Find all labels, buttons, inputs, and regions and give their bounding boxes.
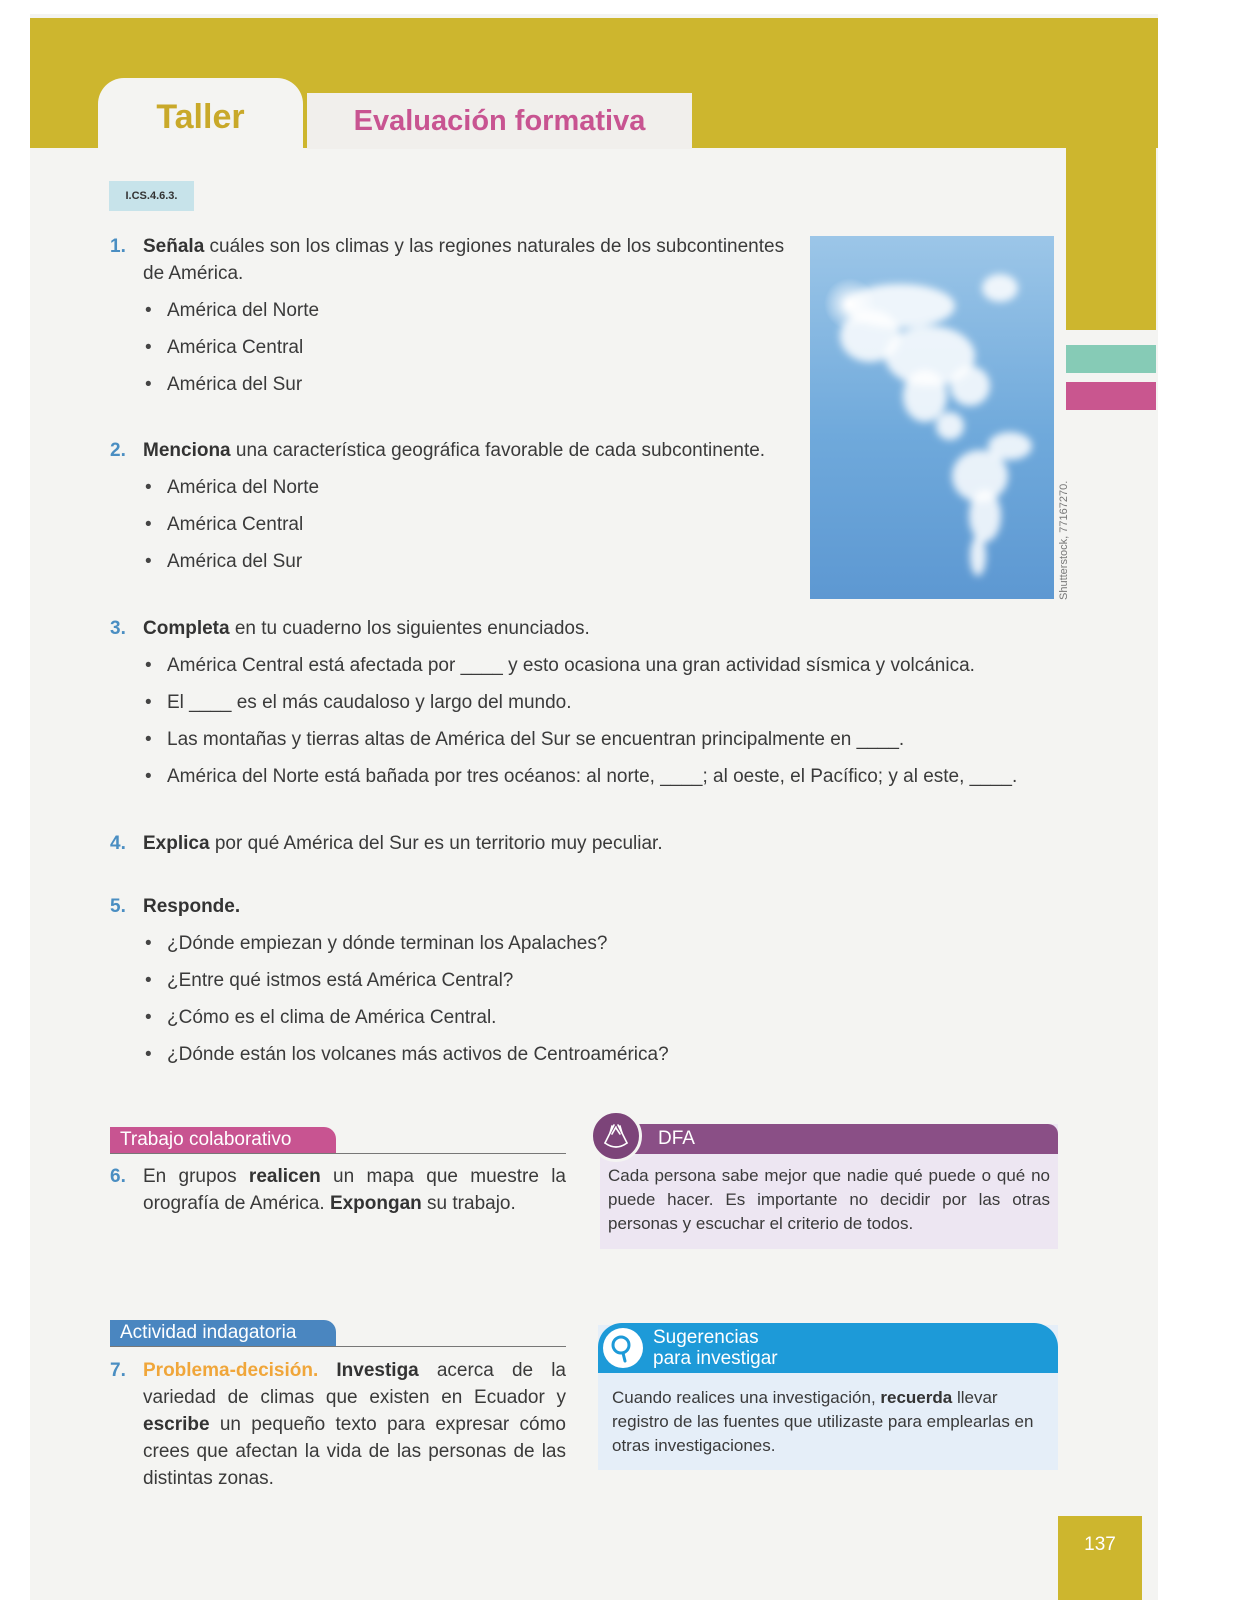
question-text: un pequeño texto para expresar cómo crees que afectan la vida de las personas de las distintas zonas. [143, 1414, 566, 1489]
question-6 [110, 1163, 566, 1217]
list-item: • ¿Cómo es el clima de América Central. [143, 1004, 943, 1031]
question-text: En grupos [143, 1166, 249, 1187]
divider [110, 1346, 566, 1347]
tab-evaluacion-formativa: Evaluación formativa [307, 93, 692, 149]
question-1 [110, 233, 793, 398]
page-number: 137 [1058, 1516, 1142, 1600]
question-verb: Expongan [329, 1193, 422, 1214]
bullet-list [143, 474, 793, 575]
trabajo-colaborativo-header: Trabajo colaborativo [110, 1127, 336, 1153]
question-number: 2. [110, 440, 126, 461]
question-number: 7. [110, 1360, 126, 1381]
list-item: • El ____ es el más caudaloso y largo del mundo. [143, 689, 1043, 716]
list-item: • América del Norte está bañada por tres océanos: al norte, ____; al oeste, el Pacífico; y al este, ____. [143, 763, 1043, 790]
sugerencias-text [612, 1386, 1048, 1458]
question-3 [110, 615, 1043, 790]
clouds-america-photo [810, 236, 1054, 599]
question-number: 6. [110, 1166, 126, 1187]
question-text: en tu cuaderno los siguientes enunciados. [229, 618, 590, 639]
list-item: • América del Norte [143, 474, 793, 501]
divider [110, 1153, 566, 1154]
question-text: su trabajo. [421, 1193, 516, 1214]
sugerencias-title-line2: para investigar [653, 1348, 778, 1369]
question-number: 3. [110, 618, 126, 639]
dfa-text: Cada persona sabe mejor que nadie qué puede o qué no puede hacer. Es importante no decidir por las otras personas y escuchar el criterio de todos. [608, 1166, 1050, 1233]
question-text: cuáles son los climas y las regiones naturales de los subcontinentes de América. [143, 236, 785, 284]
question-text: un mapa que muestre la orografía de América. [143, 1166, 566, 1214]
question-verb: Explica [143, 833, 210, 854]
sugerencias-title-line1: Sugerencias [653, 1327, 759, 1348]
actividad-indagatoria-header: Actividad indagatoria [110, 1320, 336, 1346]
list-item: • ¿Entre qué istmos está América Central? [143, 967, 943, 994]
list-item: • América Central está afectada por ____ y esto ocasiona una gran actividad sísmica y volcánica. [143, 652, 1043, 679]
side-tab-green [1066, 345, 1156, 373]
sugerencias-bold-word: recuerda [880, 1388, 953, 1407]
question-verb: Señala [143, 236, 205, 257]
bullet-list [143, 297, 793, 398]
question-4 [110, 830, 943, 857]
list-item: • América del Sur [143, 371, 793, 398]
question-verb: Responde. [143, 896, 241, 917]
question-number: 5. [110, 896, 126, 917]
list-item: • ¿Dónde empiezan y dónde terminan los Apalaches? [143, 930, 943, 957]
list-item: • Las montañas y tierras altas de América del Sur se encuentran principalmente en ____. [143, 726, 1043, 753]
question-verb: escribe [143, 1414, 210, 1435]
question-7 [110, 1357, 566, 1492]
list-item: • América del Sur [143, 548, 793, 575]
problema-decision-label: Problema-decisión. [143, 1360, 319, 1381]
side-tab-pink [1066, 382, 1156, 410]
sugerencias-text-part: Cuando realices una investigación, [612, 1388, 881, 1407]
bullet-list [143, 652, 1043, 790]
sugerencias-header [598, 1323, 1058, 1373]
list-item: • América del Norte [143, 297, 793, 324]
question-2 [110, 437, 793, 575]
question-text: por qué América del Sur es un territorio muy peculiar. [209, 833, 663, 854]
question-5 [110, 893, 943, 1068]
question-text: una característica geográfica favorable de cada subcontinente. [230, 440, 766, 461]
question-verb: Investiga [318, 1360, 419, 1381]
sugerencias-text-part: llevar registro de las fuentes que utilizaste para emplearlas en otras investigaciones. [612, 1388, 1034, 1455]
question-number: 1. [110, 236, 126, 257]
list-item: • América Central [143, 334, 793, 361]
bullet-list [143, 930, 943, 1068]
skill-code-badge: I.CS.4.6.3. [109, 181, 194, 211]
question-verb: Menciona [143, 440, 231, 461]
question-number: 4. [110, 833, 126, 854]
question-verb: Completa [143, 618, 230, 639]
list-item: • América Central [143, 511, 793, 538]
magnifier-icon [603, 1328, 643, 1368]
question-verb: realicen [248, 1166, 321, 1187]
photo-credit: Shutterstock, 77167270. [1058, 480, 1070, 600]
hands-icon [590, 1110, 642, 1162]
side-band [1066, 140, 1156, 330]
list-item: • ¿Dónde están los volcanes más activos de Centroamérica? [143, 1041, 943, 1068]
dfa-header: DFA [600, 1124, 1058, 1154]
question-text: acerca de la variedad de climas que existen en Ecuador y [143, 1360, 566, 1408]
tab-taller: Taller [98, 78, 303, 150]
